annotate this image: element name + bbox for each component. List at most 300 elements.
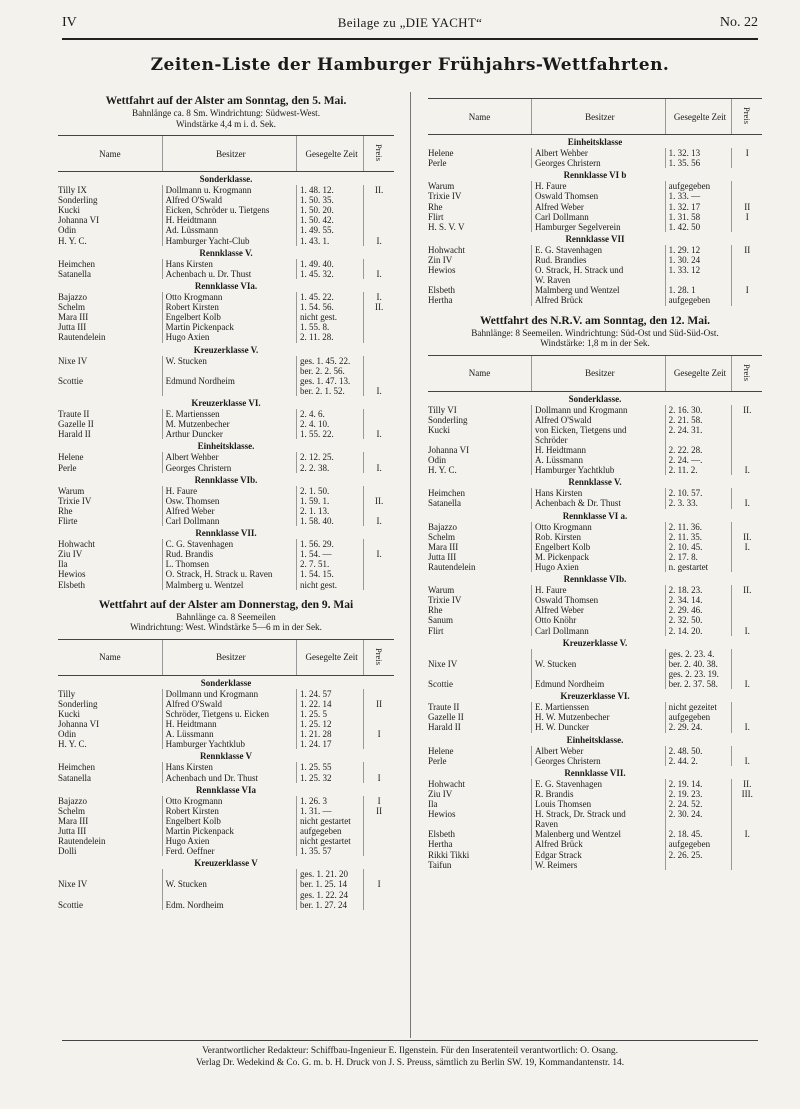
prize (732, 275, 762, 285)
sailed-time: 2. 14. 20. (665, 626, 732, 636)
prize (364, 569, 394, 579)
class-heading: Kreuzerklasse VI. (560, 691, 630, 702)
owner-name (532, 669, 666, 679)
yacht-name: Scottie (58, 899, 83, 910)
yacht-name (428, 275, 532, 285)
prize (732, 295, 762, 305)
yacht-name: Hertha (428, 839, 453, 850)
yacht-name: Ziu IV (58, 549, 83, 560)
prize: II (364, 806, 394, 816)
yacht-name: Gazelle II (428, 712, 464, 723)
owner-name: Hamburger Yacht-Club (162, 236, 296, 246)
prize (364, 709, 394, 719)
class-heading-row (58, 473, 394, 486)
sailed-time: 1. 25. 55 (297, 762, 364, 772)
owner-name: H. Strack, Dr. Strack und (532, 809, 666, 819)
yacht-name: Nixe IV (58, 355, 88, 366)
owner-name: Alfred Weber (162, 506, 296, 516)
result-row (58, 762, 394, 772)
owner-name: M. Mutzenbecher (162, 419, 296, 429)
result-row (58, 559, 394, 569)
result-row (58, 879, 394, 889)
prize: I. (364, 292, 394, 302)
column-header-name: Name (428, 355, 532, 391)
yacht-name: Gazelle II (58, 419, 94, 430)
yacht-name (58, 869, 162, 879)
result-row (428, 789, 762, 799)
prize (732, 819, 762, 829)
class-heading: Sonderklasse. (199, 174, 253, 184)
class-heading: Rennklasse VII. (564, 767, 626, 778)
owner-name: H. W. Duncker (532, 722, 666, 732)
owner-name (162, 386, 296, 396)
yacht-name: Satanella (58, 772, 91, 783)
prize (364, 719, 394, 729)
sailed-time: 2. 29. 24. (665, 722, 732, 732)
sailed-time: 1. 48. 12. (297, 185, 364, 195)
column-header-prize-label: Preis (742, 363, 753, 381)
column-header-owner: Besitzer (162, 639, 296, 675)
owner-name: Otto Knöhr (532, 615, 666, 625)
yacht-name: Satanella (58, 268, 91, 279)
prize: III. (732, 789, 762, 799)
yacht-name: Taifun (428, 859, 452, 870)
yacht-name: Rhe (428, 201, 443, 212)
prize: II. (732, 779, 762, 789)
prize (364, 739, 394, 749)
class-heading-row (428, 766, 762, 779)
result-row (428, 445, 762, 455)
prize (364, 322, 394, 332)
owner-name: von Eicken, Tietgens und (532, 425, 666, 435)
owner-name: Hamburger Yachtklub (532, 465, 666, 475)
class-heading: Rennklasse VIb. (194, 474, 258, 485)
owner-name (162, 869, 296, 879)
prize (364, 580, 394, 590)
prize: I (364, 729, 394, 739)
result-row (428, 522, 762, 532)
prize (364, 409, 394, 419)
yacht-name: Flirt (428, 625, 444, 636)
owner-name: Carl Dollmann (532, 212, 666, 222)
result-row (58, 185, 394, 195)
result-row (58, 869, 394, 879)
yacht-name: Trixie IV (428, 191, 462, 202)
prize (364, 366, 394, 376)
yacht-name: Heimchen (58, 258, 95, 269)
column-header-owner: Besitzer (162, 136, 296, 172)
sailed-time: 1. 31. — (297, 806, 364, 816)
owner-name: Ad. Lüssmann (162, 225, 296, 235)
class-heading-row (428, 168, 762, 181)
owner-name: Malmberg u. Wentzel (162, 580, 296, 590)
prize: II. (732, 532, 762, 542)
column-header-owner: Besitzer (532, 99, 666, 135)
footer-rule (62, 1040, 758, 1041)
footer-line: Verantwortlicher Redakteur: Schiffbau-Ingenieur E. Ilgenstein. Für den Inseratenteil verantwortlich: O. Osang. (202, 1046, 618, 1056)
prize (364, 900, 394, 910)
yacht-name: Zin IV (428, 255, 453, 266)
yacht-name: Jutta III (428, 551, 457, 562)
class-heading-row (428, 391, 762, 405)
prize (732, 659, 762, 669)
prize: II (364, 699, 394, 709)
column-header-owner: Besitzer (532, 355, 666, 391)
class-heading-row (428, 572, 762, 585)
result-row (58, 409, 394, 419)
sailed-time: 2. 32. 50. (665, 615, 732, 625)
yacht-name: Rautendelein (428, 562, 476, 572)
owner-name: Georges Christern (532, 756, 666, 766)
owner-name (532, 649, 666, 659)
owner-name: Engelbert Kolb (532, 542, 666, 552)
result-row (58, 516, 394, 526)
owner-name: Alfred Brück (532, 295, 666, 305)
class-heading-row (428, 636, 762, 649)
sailed-time: 1. 26. 3 (297, 796, 364, 806)
yacht-name: Sanum (428, 615, 454, 626)
owner-name: Rud. Brandis (162, 549, 296, 559)
class-heading: Rennklasse VIa (195, 784, 257, 795)
owner-name: Alfred Brück (532, 839, 666, 849)
result-row (58, 429, 394, 439)
owner-name: Eicken, Schröder u. Tietgens (162, 205, 296, 215)
sailed-time: 1. 54. 15. (297, 569, 364, 579)
yacht-name: Mara III (58, 815, 89, 826)
result-row (428, 779, 762, 789)
yacht-name (58, 366, 162, 376)
class-heading: Rennklasse VIa. (194, 280, 258, 291)
prize (732, 415, 762, 425)
result-row (428, 595, 762, 605)
yacht-name: H. S. V. V (428, 221, 465, 232)
sailed-time (665, 275, 732, 285)
prize (364, 869, 394, 879)
prize: I (732, 212, 762, 222)
owner-name: Carl Dollmann (532, 626, 666, 636)
yacht-name: Traute II (58, 409, 90, 420)
owner-name: Edgar Strack (532, 850, 666, 860)
yacht-name: Rhe (58, 505, 73, 516)
owner-name: A. Lüssmann (162, 729, 296, 739)
sailed-time: 2. 11. 2. (665, 465, 732, 475)
class-heading: Rennklasse VIb. (563, 574, 627, 585)
sailed-time: 2. 24. 52. (665, 799, 732, 809)
race-info-line: Bahnlänge: 8 Seemeilen. Windrichtung: Süd-Ost und Süd-Süd-Ost. (471, 327, 719, 338)
yacht-name: Hohwacht (428, 244, 465, 255)
result-row (428, 839, 762, 849)
yacht-name (428, 435, 532, 445)
yacht-name: Warum (428, 181, 455, 192)
owner-name: Achenbach & Dr. Thust (532, 498, 666, 508)
owner-name: Oswald Thomsen (532, 191, 666, 201)
prize (364, 539, 394, 549)
sailed-time: 1. 21. 28 (297, 729, 364, 739)
prize: I. (364, 463, 394, 473)
prize: I. (364, 269, 394, 279)
prize: II. (732, 585, 762, 595)
result-row (58, 506, 394, 516)
yacht-name: H. Y. C. (428, 465, 457, 476)
class-heading-row (428, 733, 762, 746)
yacht-name: Kucki (58, 708, 80, 719)
prize: I. (364, 386, 394, 396)
sailed-time: 1. 45. 32. (297, 269, 364, 279)
prize (732, 181, 762, 191)
sailed-time: 1. 58. 40. (297, 516, 364, 526)
owner-name: Otto Krogmann (162, 292, 296, 302)
yacht-name: Bajazzo (58, 292, 87, 303)
class-heading-row (58, 279, 394, 292)
yacht-name: Warum (428, 585, 455, 596)
sailed-time: 2. 10. 57. (665, 488, 732, 498)
sailed-time: 2. 18. 23. (665, 585, 732, 595)
prize (732, 265, 762, 275)
result-row (428, 222, 762, 232)
results-table (58, 639, 394, 910)
yacht-name: Jutta III (58, 322, 87, 333)
prize (364, 259, 394, 269)
class-heading-row (428, 475, 762, 488)
sailed-time: 1. 29. 12 (665, 245, 732, 255)
result-row (58, 689, 394, 699)
race-nrv-12-mai (428, 314, 762, 870)
class-heading: Einheitsklasse. (197, 441, 255, 452)
yacht-name: Johanna VI (428, 444, 470, 455)
prize (364, 332, 394, 342)
owner-name: O. Strack, H. Strack und (532, 265, 666, 275)
column-header-name: Name (58, 639, 162, 675)
yacht-name: Johanna VI (58, 215, 100, 226)
result-row (428, 850, 762, 860)
class-heading: Kreuzerklasse VI. (191, 397, 261, 408)
prize: I. (732, 542, 762, 552)
prize (732, 455, 762, 465)
class-heading: Sonderklasse (200, 677, 252, 688)
owner-name: Oswald Thomsen (532, 595, 666, 605)
result-row (58, 463, 394, 473)
class-heading-row (58, 246, 394, 259)
sailed-time: 1. 50. 42. (297, 215, 364, 225)
sailed-time: 2. 30. 24. (665, 809, 732, 819)
prize (732, 809, 762, 819)
column-header-time: Gesegelte Zeit (297, 639, 364, 675)
class-heading-row (58, 396, 394, 409)
owner-name: Dollmann u. Krogmann (162, 185, 296, 195)
result-row (58, 826, 394, 836)
header-rule (62, 38, 758, 40)
yacht-name: Helene (428, 148, 454, 159)
result-row (428, 285, 762, 295)
yacht-name: H. Y. C. (58, 235, 87, 246)
column-divider (410, 92, 411, 1038)
yacht-name: Hewios (428, 265, 456, 276)
owner-name: H. Faure (532, 585, 666, 595)
owner-name: Edmund Nordheim (532, 679, 666, 689)
owner-name: H. W. Mutzenbecher (532, 712, 666, 722)
owner-name: Martin Pickenpack (162, 322, 296, 332)
class-heading-row (58, 343, 394, 356)
footer-line: Verlag Dr. Wedekind & Co. G. m. b. H. Druck von J. S. Preuss, sämtlich zu Berlin SW. 19, Kommandantenstr. 14. (195, 1057, 625, 1068)
result-row (58, 816, 394, 826)
sailed-time: 2. 3. 33. (665, 498, 732, 508)
prize: I. (732, 498, 762, 508)
class-heading: Rennklasse VI b (563, 170, 627, 181)
footer (62, 1046, 758, 1069)
owner-name: W. Stucken (162, 879, 296, 889)
sailed-time: 1. 50. 35. (297, 195, 364, 205)
sailed-time: nicht gest. (297, 312, 364, 322)
yacht-name: Sonderling (58, 195, 98, 206)
result-row (58, 205, 394, 215)
owner-name (162, 890, 296, 900)
class-heading-row (58, 439, 394, 452)
owner-name: Engelbert Kolb (162, 816, 296, 826)
owner-name: A. Lüssmann (532, 455, 666, 465)
sailed-time: 1. 31. 58 (665, 212, 732, 222)
sailed-time: nicht gestartet (297, 836, 364, 846)
prize: II. (364, 185, 394, 195)
owner-name: Hugo Axien (162, 332, 296, 342)
result-row (428, 829, 762, 839)
yacht-name: Schelm (58, 805, 85, 816)
column-header-prize (364, 136, 394, 172)
owner-name: C. G. Stavenhagen (162, 539, 296, 549)
prize (732, 712, 762, 722)
result-row (58, 539, 394, 549)
result-row (58, 719, 394, 729)
prize: I. (732, 829, 762, 839)
prize (364, 506, 394, 516)
result-row (58, 549, 394, 559)
result-row (428, 799, 762, 809)
owner-name: Carl Dollmann (162, 516, 296, 526)
result-row (428, 746, 762, 756)
prize (364, 559, 394, 569)
result-row (58, 569, 394, 579)
result-row (428, 295, 762, 305)
result-row (428, 435, 762, 445)
yacht-name: Hohwacht (58, 539, 95, 550)
yacht-name: Nixe IV (428, 658, 458, 669)
sailed-time: ges. 2. 23. 4. (665, 649, 732, 659)
owner-name: Hans Kirsten (162, 259, 296, 269)
prize (732, 839, 762, 849)
page-number: IV (62, 15, 77, 30)
sailed-time: ges. 1. 22. 24 (297, 890, 364, 900)
sailed-time: 2. 21. 58. (665, 415, 732, 425)
sailed-time: 1. 25. 12 (297, 719, 364, 729)
yacht-name (58, 890, 162, 900)
prize (732, 158, 762, 168)
sailed-time: ges. 1. 45. 22. (297, 356, 364, 366)
yacht-name: Perle (428, 755, 447, 766)
sailed-time: 2. 11. 28. (297, 332, 364, 342)
result-row (428, 542, 762, 552)
result-row (58, 225, 394, 235)
sailed-time: 1. 59. 1. (297, 496, 364, 506)
prize (732, 595, 762, 605)
class-heading: Kreuzerklasse V. (562, 637, 628, 648)
result-row (428, 552, 762, 562)
yacht-name: Traute II (428, 702, 460, 713)
prize: I (364, 879, 394, 889)
prize: I. (364, 516, 394, 526)
class-heading-row (58, 783, 394, 796)
race-info-line: Windstärke: 1,8 m in der Sek. (540, 338, 650, 348)
sailed-time: 2. 19. 23. (665, 789, 732, 799)
sailed-time: 1. 54. — (297, 549, 364, 559)
sailed-time: 2. 11. 35. (665, 532, 732, 542)
prize (732, 605, 762, 615)
column-header-prize-label: Preis (742, 107, 753, 124)
sailed-time: 2. 1. 50. (297, 486, 364, 496)
yacht-name: Nixe IV (58, 879, 88, 890)
result-row (58, 292, 394, 302)
class-heading: Rennklasse V (199, 751, 253, 762)
prize (364, 205, 394, 215)
sailed-time: 2. 24. 31. (665, 425, 732, 435)
yacht-name: Perle (58, 462, 77, 473)
sailed-time: n. gestartet (665, 562, 732, 572)
prize (732, 488, 762, 498)
prize (732, 746, 762, 756)
race-alster-5-mai (58, 94, 394, 590)
prize: II. (732, 405, 762, 415)
page-header (62, 14, 758, 36)
sailed-time: nicht gezeitet (665, 702, 732, 712)
result-row (58, 322, 394, 332)
sailed-time: 1. 24. 17 (297, 739, 364, 749)
yacht-name: Ila (428, 799, 438, 810)
yacht-name: Schelm (58, 302, 85, 313)
yacht-name (428, 819, 532, 829)
yacht-name: Perle (428, 158, 447, 169)
result-row (428, 202, 762, 212)
prize (732, 435, 762, 445)
results-table (58, 135, 394, 590)
class-heading: Einheitsklasse (567, 137, 623, 147)
sailed-time: 2. 26. 25. (665, 850, 732, 860)
yacht-name: Rautendelein (58, 836, 106, 847)
yacht-name: Bajazzo (58, 795, 87, 806)
yacht-name: Harald II (428, 722, 461, 733)
sailed-time: aufgegeben (665, 712, 732, 722)
sailed-time: 2. 17. 8. (665, 552, 732, 562)
prize: I. (732, 722, 762, 732)
result-row (428, 585, 762, 595)
table-header-row (58, 639, 394, 675)
owner-name: Schröder (532, 435, 666, 445)
prize (364, 312, 394, 322)
race-info-line: Windrichtung: West. Windstärke 5—6 m in der Sek. (130, 622, 322, 633)
result-row (58, 739, 394, 749)
owner-name: Engelbert Kolb (162, 312, 296, 322)
result-row (428, 659, 762, 669)
yacht-name: Flirte (58, 516, 78, 526)
prize: I. (732, 756, 762, 766)
owner-name: Albert Weber (532, 746, 666, 756)
result-row (428, 212, 762, 222)
yacht-name: Hewios (58, 569, 86, 580)
sailed-time: 1. 33. — (665, 191, 732, 201)
prize (364, 376, 394, 386)
owner-name: Louis Thomsen (532, 799, 666, 809)
owner-name: E. Martienssen (532, 702, 666, 712)
result-row (58, 236, 394, 246)
yacht-name: Harald II (58, 429, 91, 440)
prize (732, 522, 762, 532)
